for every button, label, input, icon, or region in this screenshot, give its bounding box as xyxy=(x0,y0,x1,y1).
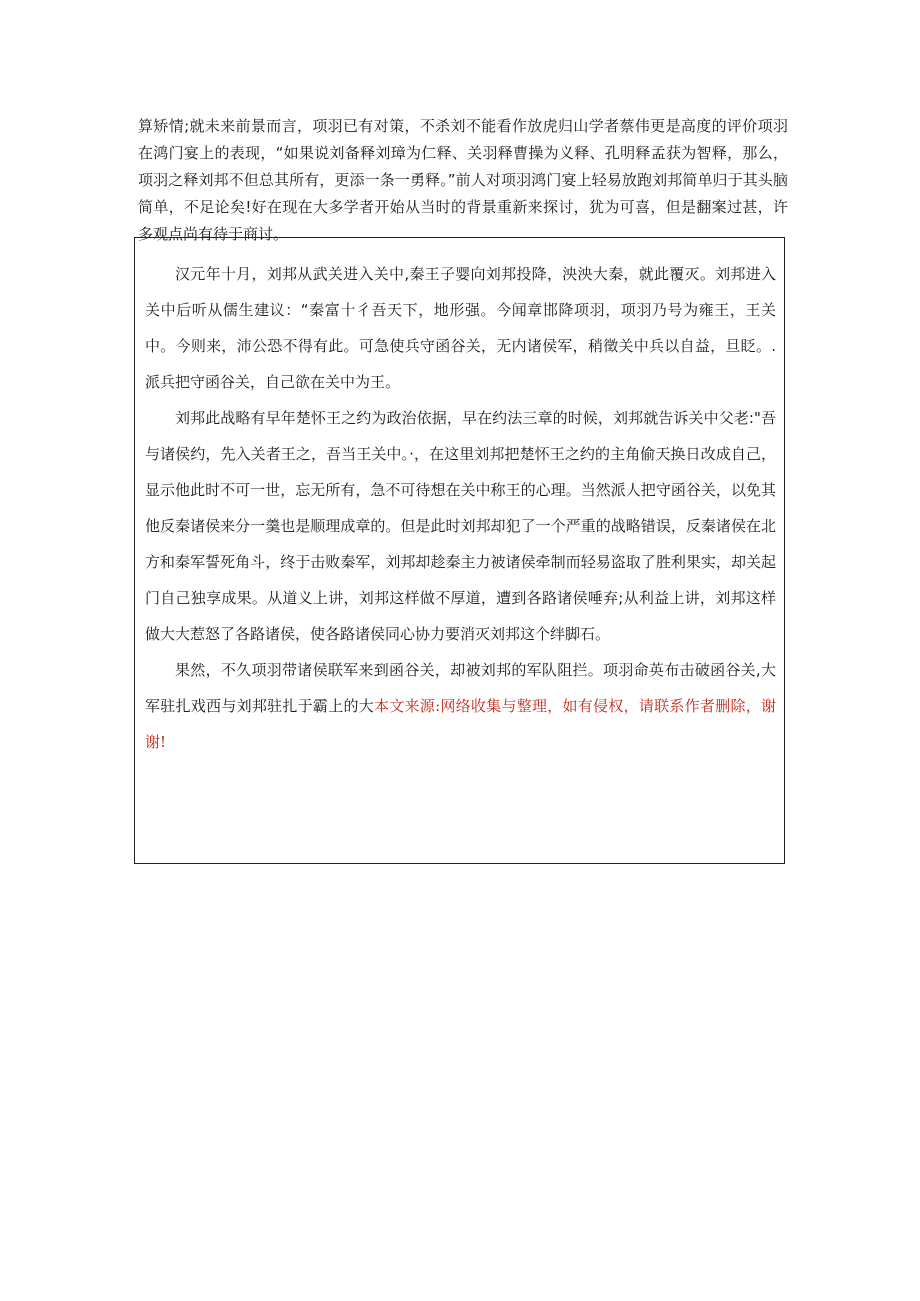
box-paragraph-1: 汉元年十月，刘邦从武关进入关中,秦王子婴向刘邦投降，泱泱大秦，就此覆灭。刘邦进入关中后听从儒生建议：“秦富十彳吾天下，地形强。今闻章邯降项羽，项羽乃号为雍王，王关中。今则来，沛公恐不得有此。可急使兵守函谷关，无内诸侯军，稍徵关中兵以自益，旦眨。.派兵把守函谷关，自己欲在关中为王。 xyxy=(145,265,776,391)
box-paragraph-3-text: 果然，不久项羽带诸侯联军来到函谷关，却被刘邦的军队阻拦。项羽命英布击破函谷关,大军驻扎戏西与刘邦驻扎于霸上的大 xyxy=(145,661,776,715)
intro-paragraph: 算矫情;就未来前景而言，项羽已有对策，不杀刘不能看作放虎归山学者蔡伟更是高度的评价项羽在鸿门宴上的表现，“如果说刘备释刘璋为仁释、关羽释曹操为义释、孔明释孟获为智释，那么，项羽之释刘邦不但总其所有，更添一条一勇释。”前人对项羽鸿门宴上轻易放跑刘邦简单归于其头脑简单，不足论矣!好在现在大多学者开始从当时的背景重新来探讨，犹为可喜，但是翻案过甚，许多观点尚有待于商讨。 xyxy=(138,117,788,243)
box-paragraph-3 xyxy=(145,652,776,760)
box-paragraph-2: 刘邦此战略有早年楚怀王之约为政治依据，早在约法三章的时候，刘邦就告诉关中父老:"吾与诸侯约，先入关者王之，吾当王关中。·，在这里刘邦把楚怀王之约的主角偷天换日改成自己，显示他此时不可一世，忘无所有，急不可待想在关中称王的心理。当然派人把守函谷关，以免其他反秦诸侯来分一羹也是顺理成章的。但是此时刘邦却犯了一个严重的战略错误，反秦诸侯在北方和秦军誓死角斗，终于击败秦军，刘邦却趁秦主力被诸侯牵制而轻易盗取了胜利果实，却关起门自己独享成果。从道义上讲，刘邦这样做不厚道，遭到各路诸侯唾弃;从利益上讲，刘邦这样做大大惹怒了各路诸侯，使各路诸侯同心协力要消灭刘邦这个绊脚石。 xyxy=(145,409,776,643)
source-note: 本文来源:网络收集与整理，如有侵权，请联系作者删除，谢谢! xyxy=(145,697,776,751)
bordered-text-box xyxy=(134,237,785,864)
intro-text-block xyxy=(138,113,788,248)
